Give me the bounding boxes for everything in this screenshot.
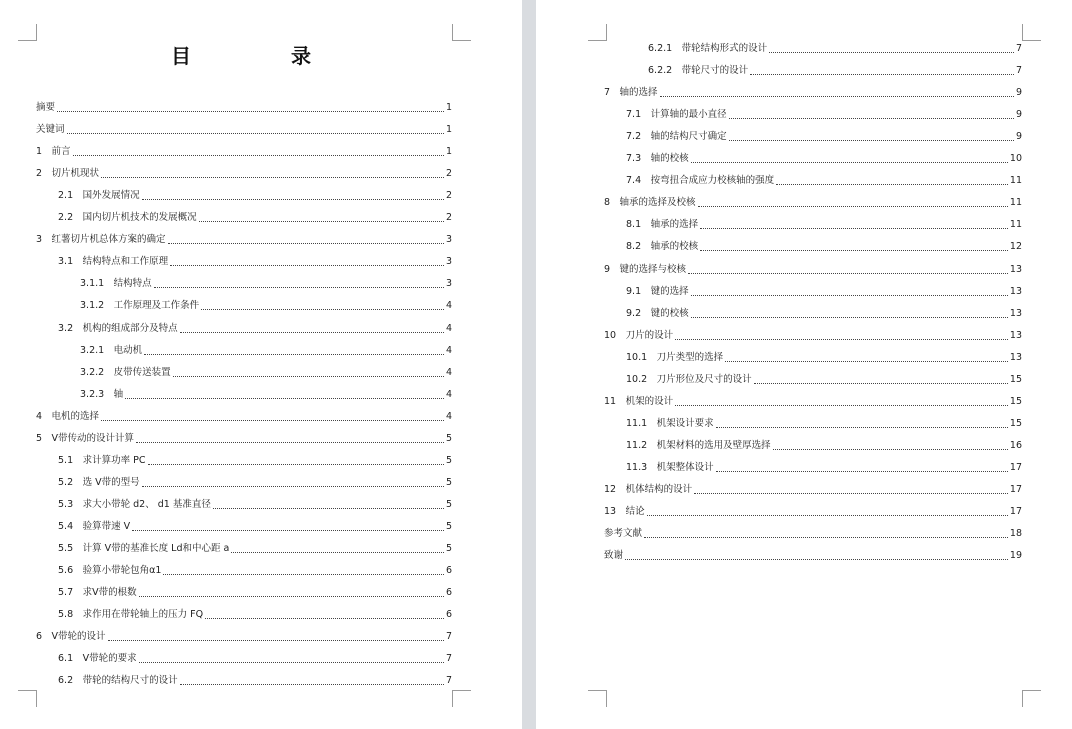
toc-leader-dots: [125, 390, 444, 399]
toc-leader-dots: [716, 463, 1008, 472]
page-gap: [522, 0, 536, 729]
toc-entry-page-number: 5: [445, 454, 452, 466]
toc-entry[interactable]: [648, 42, 1022, 56]
toc-entry-title: 3.2.1 电动机: [80, 344, 143, 356]
toc-leader-dots: [148, 456, 444, 465]
toc-entry[interactable]: [58, 322, 452, 336]
toc-entry[interactable]: [36, 630, 452, 644]
toc-entry-page-number: 4: [445, 388, 452, 400]
toc-leader-dots: [750, 66, 1014, 75]
toc-entry-page-number: 13: [1009, 307, 1022, 319]
toc-entry[interactable]: [626, 307, 1022, 321]
toc-entry[interactable]: [604, 505, 1022, 519]
toc-leader-dots: [773, 441, 1008, 450]
toc-entry-title: 2.2 国内切片机技术的发展概况: [58, 212, 197, 224]
toc-leader-dots: [180, 676, 444, 685]
toc-entry-title: 2 切片机现状: [36, 168, 100, 180]
toc-entry-page-number: 6: [445, 609, 452, 621]
toc-entry-page-number: 19: [1009, 550, 1022, 562]
toc-leader-dots: [205, 610, 444, 619]
toc-entry-page-number: 17: [1009, 461, 1022, 473]
toc-leader-dots: [108, 632, 444, 641]
toc-entry-title: 摘要: [36, 102, 56, 113]
toc-entry-page-number: 15: [1009, 417, 1022, 429]
toc-entry-title: 3.2.2 皮带传送装置: [80, 366, 171, 378]
toc-entry-title: 4 电机的选择: [36, 410, 100, 422]
toc-entry-title: 3.2.3 轴: [80, 388, 124, 400]
toc-entry-title: 7.4 按弯扭合成应力校核轴的强度: [626, 175, 775, 187]
toc-entry-title: 关键词: [36, 124, 65, 136]
toc-entry[interactable]: [604, 86, 1022, 100]
toc-entry-title: 9.1 键的选择: [626, 285, 689, 297]
toc-entry-page-number: 5: [445, 476, 452, 488]
toc-entry-title: 5.8 求作用在带轮轴上的压力 FQ: [58, 609, 204, 621]
toc-leader-dots: [769, 44, 1014, 53]
toc-leader-dots: [675, 397, 1008, 406]
toc-entry[interactable]: [626, 152, 1022, 166]
toc-entry[interactable]: [58, 586, 452, 600]
document-page-left: [0, 0, 522, 729]
toc-entry-page-number: 16: [1009, 439, 1022, 451]
toc-entry[interactable]: [58, 542, 452, 556]
toc-leader-dots: [231, 544, 444, 553]
toc-entry-page-number: 9: [1015, 109, 1022, 121]
toc-entry-title: 1 前言: [36, 146, 71, 158]
margin-mark-top-right: [452, 24, 471, 41]
toc-entry-page-number: 17: [1009, 506, 1022, 518]
toc-entry[interactable]: [604, 549, 1022, 563]
toc-entry-title: 3.1.2 工作原理及工作条件: [80, 300, 200, 312]
toc-entry-page-number: 7: [1015, 65, 1022, 77]
toc-entry-page-number: 18: [1009, 528, 1022, 540]
toc-entry-title: 6.2 带轮的结构尺寸的设计: [58, 675, 178, 687]
toc-leader-dots: [168, 235, 444, 244]
toc-entry-page-number: 13: [1009, 263, 1022, 275]
toc-entry-page-number: 15: [1009, 395, 1022, 407]
toc-entry[interactable]: [648, 64, 1022, 78]
toc-entry[interactable]: [626, 439, 1022, 453]
toc-entry-page-number: 7: [445, 653, 452, 665]
toc-leader-dots: [700, 242, 1008, 251]
toc-leader-dots: [694, 485, 1008, 494]
toc-entry-title: 10.2 刀片形位及尺寸的设计: [626, 373, 752, 385]
margin-mark-top-left: [588, 24, 607, 41]
toc-entry[interactable]: [80, 299, 452, 313]
toc-entry[interactable]: [58, 674, 452, 688]
toc-entry-page-number: 3: [445, 256, 452, 268]
toc-entry-page-number: 2: [445, 168, 452, 180]
toc-entry-page-number: 4: [445, 366, 452, 378]
toc-entry[interactable]: [626, 461, 1022, 475]
toc-entry[interactable]: [58, 564, 452, 578]
toc-entry-title: 11.3 机架整体设计: [626, 461, 714, 473]
toc-entry-title: 3.2 机构的组成部分及特点: [58, 322, 178, 334]
toc-entry-title: 8.2 轴承的校核: [626, 241, 699, 253]
toc-leader-dots: [201, 301, 444, 310]
toc-entry-page-number: 7: [445, 631, 452, 643]
toc-entry[interactable]: [80, 344, 452, 358]
toc-entry-title: 6 V带轮的设计: [36, 631, 106, 643]
toc-entry-title: 3 红薯切片机总体方案的确定: [36, 234, 166, 246]
toc-entry[interactable]: [58, 652, 452, 666]
toc-leader-dots: [67, 125, 444, 134]
toc-entry[interactable]: [36, 123, 452, 137]
toc-entry[interactable]: [604, 263, 1022, 277]
toc-leader-dots: [647, 507, 1008, 516]
toc-entry-title: 7.1 计算轴的最小直径: [626, 109, 727, 121]
toc-entry-page-number: 9: [1015, 87, 1022, 99]
toc-entry-page-number: 9: [1015, 131, 1022, 143]
toc-entry[interactable]: [80, 388, 452, 402]
toc-entry-page-number: 11: [1009, 219, 1022, 231]
toc-entry[interactable]: [626, 218, 1022, 232]
toc-entry[interactable]: [36, 145, 452, 159]
toc-entry[interactable]: [36, 167, 452, 181]
toc-entry-title: 参考文献: [604, 528, 643, 540]
toc-leader-dots: [716, 419, 1008, 428]
toc-leader-dots: [199, 213, 444, 222]
toc-entry-page-number: 17: [1009, 484, 1022, 495]
toc-leader-dots: [691, 154, 1008, 163]
toc-entry-page-number: 1: [445, 146, 452, 158]
toc-leader-dots: [101, 169, 444, 178]
margin-mark-top-left: [18, 24, 37, 41]
toc-entry[interactable]: [626, 240, 1022, 254]
toc-entry-page-number: 13: [1009, 285, 1022, 297]
toc-leader-dots: [180, 324, 444, 333]
toc-leader-dots: [136, 434, 444, 443]
toc-entry[interactable]: [626, 130, 1022, 144]
margin-mark-bottom-left: [18, 690, 37, 707]
toc-leader-dots: [729, 110, 1014, 119]
toc-leader-dots: [700, 220, 1008, 229]
toc-leader-dots: [142, 191, 444, 200]
toc-entry-title: 5.2 选 V带的型号: [58, 476, 140, 488]
toc-entry-page-number: 3: [445, 278, 452, 290]
toc-entry-title: 致谢: [604, 550, 624, 562]
toc-entry-page-number: 2: [445, 190, 452, 202]
toc-entry-page-number: 4: [445, 410, 452, 422]
toc-entry-title: 8 轴承的选择及校核: [604, 197, 696, 209]
toc-entry[interactable]: [36, 233, 452, 247]
toc-leader-dots: [213, 500, 444, 509]
toc-entry-page-number: 10: [1009, 153, 1022, 165]
toc-entry-title: 7 轴的选择: [604, 87, 658, 99]
toc-entry[interactable]: [58, 476, 452, 490]
toc-entry-page-number: 5: [445, 498, 452, 510]
toc-entry-title: 6.2.2 带轮尺寸的设计: [648, 65, 749, 77]
margin-mark-bottom-right: [452, 690, 471, 707]
toc-leader-dots: [144, 346, 444, 355]
toc-leader-dots: [688, 265, 1008, 274]
document-page-right: [536, 0, 1072, 729]
toc-entry[interactable]: [626, 174, 1022, 188]
toc-entry-page-number: 3: [445, 234, 452, 246]
toc-leader-dots: [132, 522, 444, 531]
toc-entry-title: 10.1 刀片类型的选择: [626, 351, 724, 363]
toc-entry-title: 5.7 求V带的根数: [58, 587, 137, 599]
toc-leader-dots: [142, 478, 444, 487]
toc-entry-page-number: 11: [1009, 197, 1022, 209]
toc-entry-page-number: 5: [445, 520, 452, 532]
toc-leader-dots: [173, 368, 444, 377]
toc-entry-title: 5.4 验算带速 V: [58, 520, 131, 532]
toc-entry-title: 7.2 轴的结构尺寸确定: [626, 131, 727, 143]
toc-leader-dots: [776, 176, 1008, 185]
toc-entry[interactable]: [626, 351, 1022, 365]
toc-entry[interactable]: [604, 196, 1022, 210]
toc-entry-page-number: 1: [445, 102, 452, 113]
toc-entry[interactable]: [58, 189, 452, 203]
toc-leader-dots: [154, 279, 444, 288]
toc-entry-title: 11.1 机架设计要求: [626, 417, 714, 429]
toc-entry-page-number: 13: [1009, 351, 1022, 363]
toc-entry-page-number: 7: [445, 675, 452, 687]
toc-entry[interactable]: [604, 527, 1022, 541]
toc-entry-page-number: 4: [445, 300, 452, 312]
toc-entry[interactable]: [36, 432, 452, 446]
toc-leader-dots: [625, 551, 1008, 560]
margin-mark-bottom-left: [588, 690, 607, 707]
toc-entry-title: 11 机架的设计: [604, 395, 674, 407]
toc-entry-title: 5.1 求计算功率 PC: [58, 454, 146, 466]
toc-entry[interactable]: [80, 366, 452, 380]
toc-leader-dots: [698, 198, 1008, 207]
toc-entry-page-number: 4: [445, 344, 452, 356]
toc-entry[interactable]: [604, 329, 1022, 343]
toc-entry-page-number: 5: [445, 432, 452, 444]
toc-entry-page-number: 4: [445, 322, 452, 334]
toc-entry-title: 13 结论: [604, 506, 645, 518]
toc-leader-dots: [644, 529, 1008, 538]
toc-entry-page-number: 6: [445, 565, 452, 577]
toc-entry-title: 5 V带传动的设计计算: [36, 432, 135, 444]
toc-entry-title: 7.3 轴的校核: [626, 153, 689, 165]
toc-entry-page-number: 13: [1009, 329, 1022, 341]
toc-leader-dots: [139, 654, 444, 663]
toc-leader-dots: [57, 103, 444, 112]
toc-entry[interactable]: [58, 498, 452, 512]
toc-entry[interactable]: [626, 417, 1022, 431]
toc-entry-page-number: 11: [1009, 175, 1022, 187]
toc-leader-dots: [675, 331, 1008, 340]
toc-entry-page-number: 2: [445, 212, 452, 224]
toc-leader-dots: [73, 147, 444, 156]
toc-leader-dots: [660, 88, 1014, 97]
toc-leader-dots: [754, 375, 1008, 384]
toc-entry[interactable]: [58, 608, 452, 622]
toc-entry-title: 6.2.1 带轮结构形式的设计: [648, 43, 768, 54]
toc-leader-dots: [725, 353, 1008, 362]
toc-entry-page-number: 1: [445, 124, 452, 136]
toc-entry-title: 6.1 V带轮的要求: [58, 653, 137, 665]
toc-entry-title: 5.6 验算小带轮包角α1: [58, 565, 162, 577]
toc-entry-page-number: 5: [445, 543, 452, 554]
toc-entry-page-number: 6: [445, 587, 452, 599]
toc-entry[interactable]: [626, 285, 1022, 299]
toc-entry[interactable]: [626, 373, 1022, 387]
toc-entry[interactable]: [58, 211, 452, 225]
toc-entry-title: 11.2 机架材料的选用及壁厚选择: [626, 439, 771, 451]
toc-entry-title: 3.1 结构特点和工作原理: [58, 256, 169, 268]
toc-entry-title: 2.1 国外发展情况: [58, 190, 140, 202]
toc-entry-title: 3.1.1 结构特点: [80, 278, 152, 290]
toc-entry[interactable]: [58, 520, 452, 534]
toc-entry-page-number: 12: [1009, 241, 1022, 253]
toc-entry-title: 8.1 轴承的选择: [626, 219, 699, 231]
toc-entry-title: 9 键的选择与校核: [604, 263, 687, 275]
toc-entry-title: 9.2 键的校核: [626, 307, 689, 319]
toc-leader-dots: [101, 412, 444, 421]
toc-entry[interactable]: [626, 108, 1022, 122]
toc-entry[interactable]: [604, 395, 1022, 409]
toc-leader-dots: [691, 309, 1008, 318]
toc-leader-dots: [170, 257, 444, 266]
toc-leader-dots: [691, 287, 1008, 296]
toc-entry[interactable]: [604, 483, 1022, 497]
margin-mark-bottom-right: [1022, 690, 1041, 707]
toc-entry-title: 10 刀片的设计: [604, 329, 674, 341]
toc-entry-title: 5.3 求大小带轮 d2、 d1 基准直径: [58, 498, 211, 510]
toc-entry[interactable]: [36, 101, 452, 115]
margin-mark-top-right: [1022, 24, 1041, 41]
toc-leader-dots: [729, 132, 1014, 141]
toc-entry-title: 12 机体结构的设计: [604, 484, 693, 495]
toc-entry-page-number: 15: [1009, 373, 1022, 385]
toc-entry-page-number: 7: [1015, 43, 1022, 54]
toc-title: 目 录: [171, 44, 351, 68]
toc-entry[interactable]: [36, 410, 452, 424]
toc-entry[interactable]: [58, 454, 452, 468]
toc-leader-dots: [163, 566, 444, 575]
toc-entry[interactable]: [80, 277, 452, 291]
toc-entry-title: 5.5 计算 V带的基准长度 Ld和中心距 a: [58, 543, 230, 554]
toc-leader-dots: [139, 588, 444, 597]
toc-entry[interactable]: [58, 255, 452, 269]
